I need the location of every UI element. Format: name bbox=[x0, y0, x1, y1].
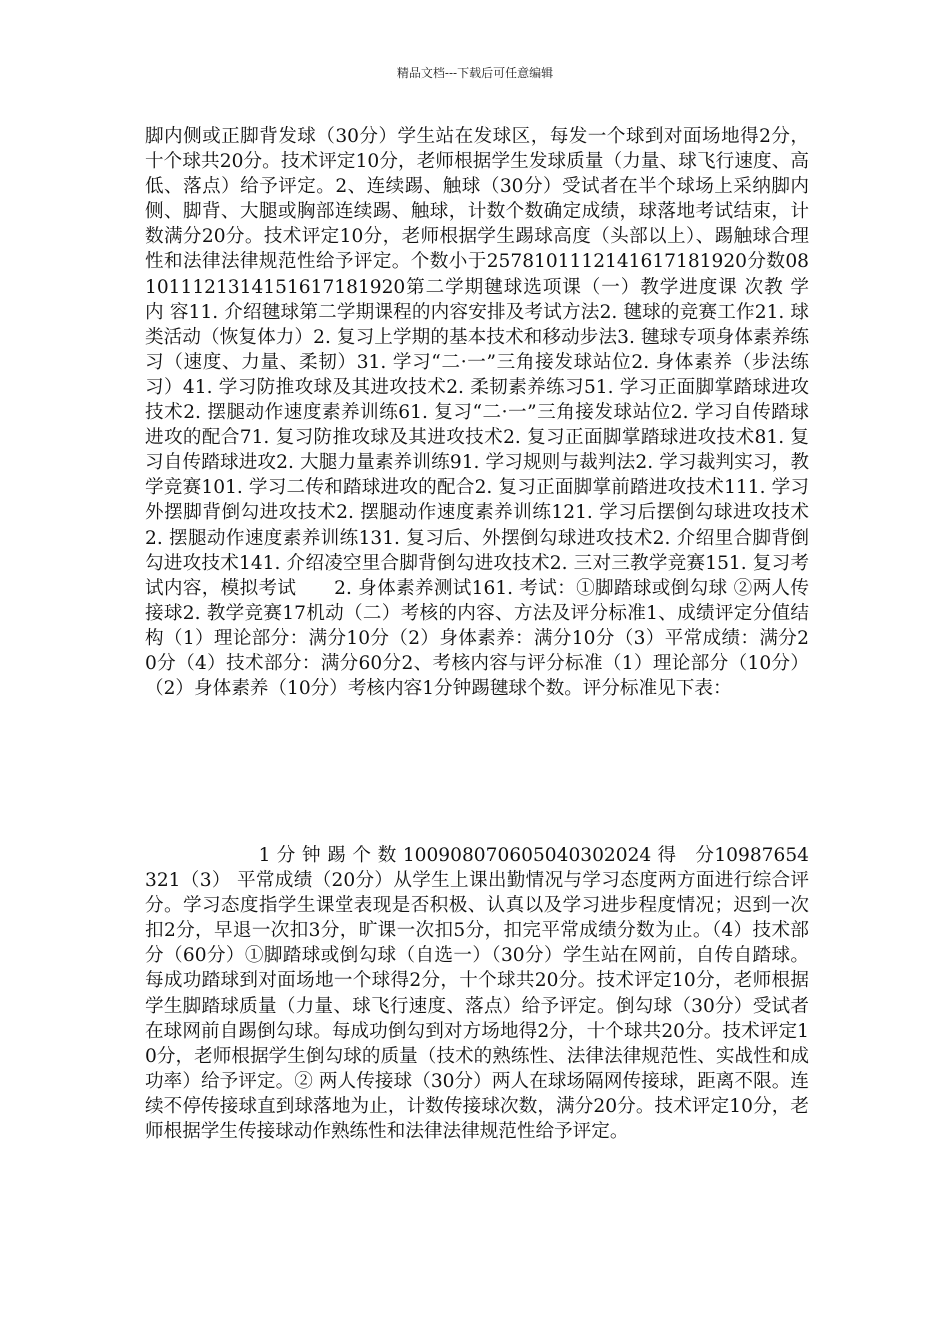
page-header: 精品文档---下载后可任意编辑 bbox=[396, 66, 554, 80]
body-paragraph-2: 1 分 钟 踢 个 数 100908070605040302024 得 分10987654321（3） 平常成绩（20分）从学生上课出勤情况与学习态度两方面进行综合评分。学习态度指学生课堂表现是否积极、认真以及学习进步程度情况；迟到一次扣2分，早退一次扣3分，旷课一次扣5分，扣完平常成绩分数为止。（4）技术部分（60分）①脚踏球或倒勾球（自选一）（30分）学生站在网前，自传自踏球。每成功踏球到对面场地一个球得2分，十个球共20分。技术评定10分，老师根据学生脚踏球质量（力量、球飞行速度、落点）给予评定。倒勾球（30分）受试者在球网前自踢倒勾球。每成功倒勾到对方场地得2分，十个球共20分。技术评定10分，老师根据学生倒勾球的质量（技术的熟练性、法律法律规范性、实战性和成功率）给予评定。② 两人传接球（30分）两人在球场隔网传接球，距离不限。连续不停传接球直到球落地为止，计数传接球次数，满分20分。技术评定10分，老师根据学生传接球动作熟练性和法律法律规范性给予评定。 bbox=[145, 845, 809, 1143]
body-paragraph-1: 脚内侧或正脚背发球（30分）学生站在发球区，每发一个球到对面场地得2分，十个球共20分。技术评定10分，老师根据学生发球质量（力量、球飞行速度、高低、落点）给予评定。2、连续踢、触球（30分）受试者在半个球场上采纳脚内侧、脚背、大腿或胸部连续踢、触球，计数个数确定成绩，球落地考试结束，计数满分20分。技术评定10分，老师根据学生踢球高度（头部以上）、踢触球合理性和法律法律规范性给予评定。个数小于2578101112141617181920分数0810111213141516171819​20第二学期毽球选项课（一）教学进度课 次教 学 内 容11. 介绍毽球第二学期课程的内容安排及考试方法2. 毽球的竞赛工作21. 球类活动（恢复体力）2. 复习上学期的基本技术和移动步法3. 毽球专项身体素养练习（速度、力量、柔韧）31. 学习“二·一”三角接发球站位2. 身体素养（步法练习）41. 学习防推攻球及其进攻技术2. 柔韧素养练习51. 学习正面脚掌踏球进攻技术2. 摆腿动作速度素养训练61. 复习“二·一”三角接发球站位2. 学习自传踏球进攻的配合71. 复习防推攻球及其进攻技术2. 复习正面脚掌踏球进攻技术81. 复习自传踏球进攻2. 大腿力量素养训练91. 学习规则与裁判法2. 学习裁判实习，教学竞赛101. 学习二传和踏球进攻的配合2. 复习正面脚掌前踏进攻技术111. 学习外摆脚背倒勾进攻技术2. 摆腿动作速度素养训练121. 学习后摆倒勾球进攻技术2. 摆腿动作速度素养训练131. 复习后、外摆倒勾球进攻技术2. 介绍里合脚背倒勾进攻技术141. 介绍凌空里合脚背倒勾进攻技术2. 三对三教学竞赛151. 复习考试内容，模拟考试 2. 身体素养测试161. 考试：①脚踏球或倒勾球 ②两人传接球2. 教学竞赛17机动（二）考核的内容、方法及评分标准1、成绩评定分值结构（1）理论部分：满分10分（2）身体素养：满分10分（3）平常成绩：满分20分（4）技术部分：满分60分2、考核内容与评分标准（1）理论部分（10分）（2）身体素养（10分）考核内容1分钟踢毽球个数。评分标准见下表： bbox=[145, 126, 810, 700]
